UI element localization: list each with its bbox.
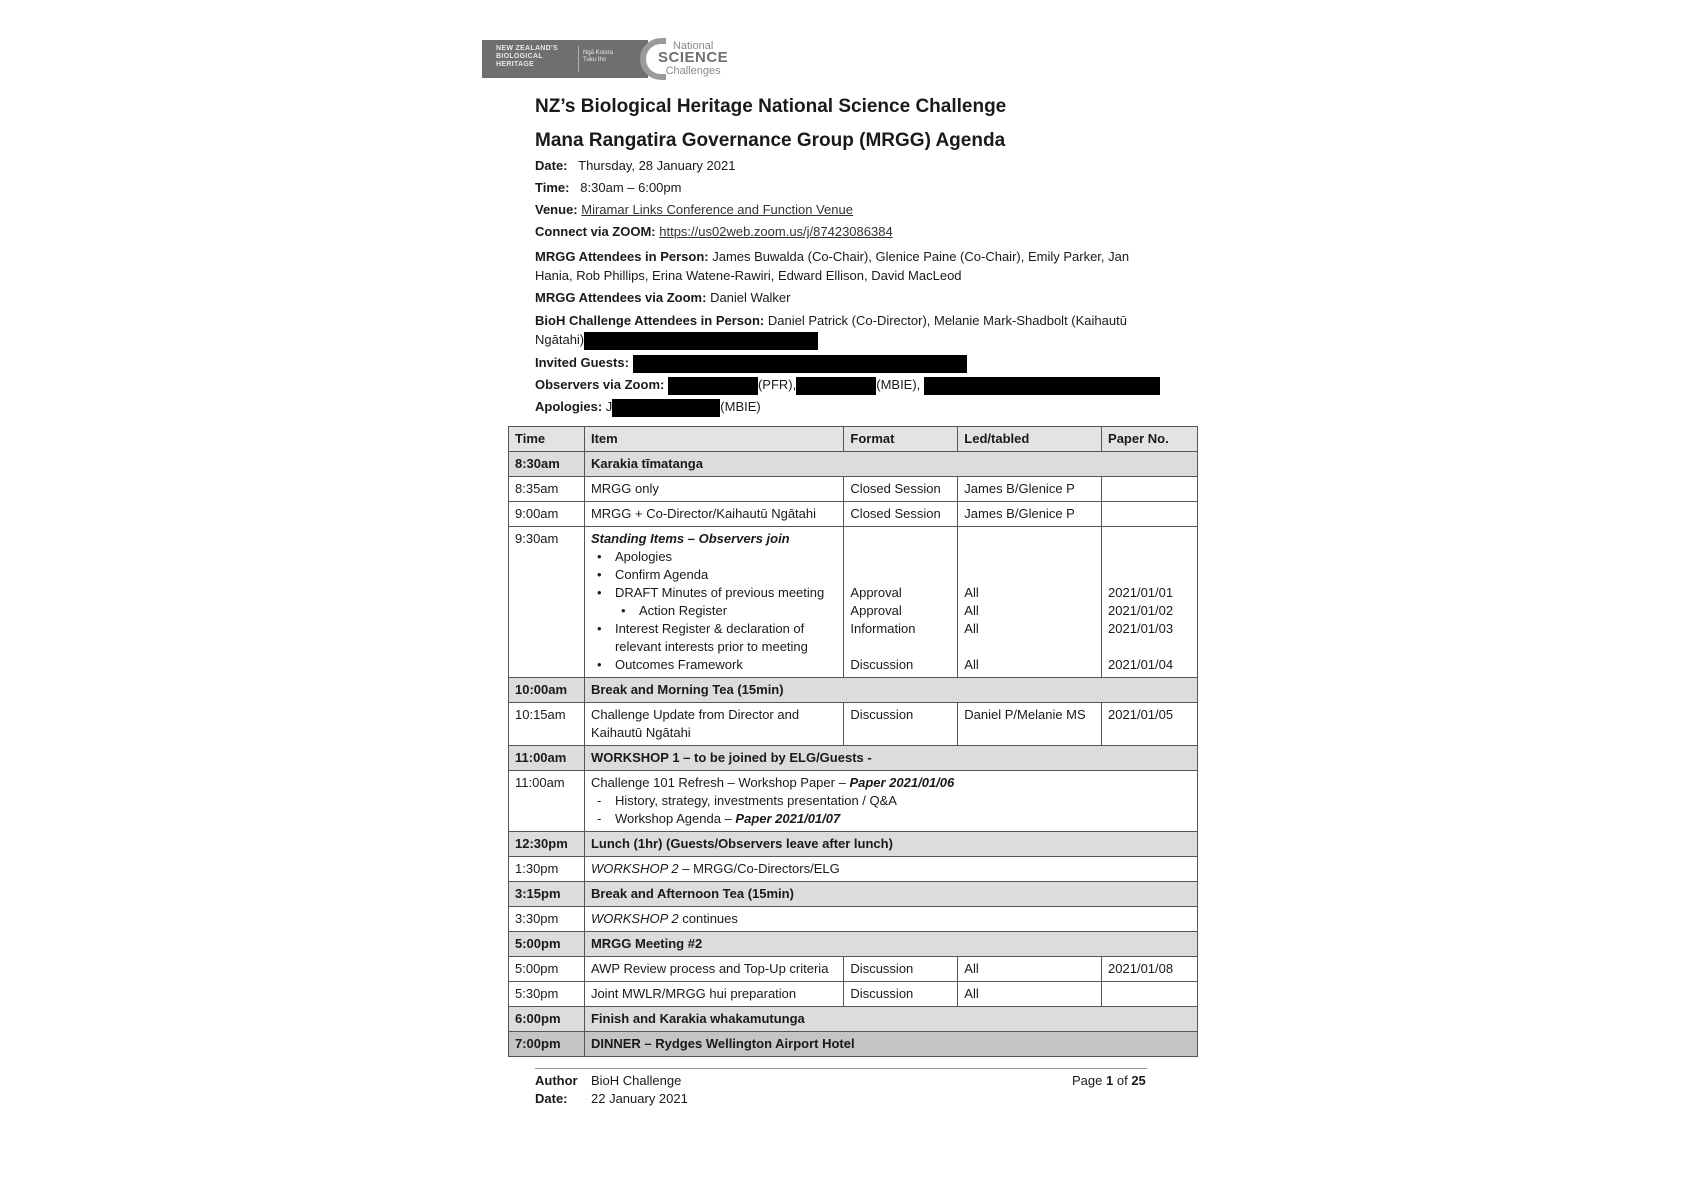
meta-date: Date: Thursday, 28 January 2021 [535,158,736,173]
item-cell: AWP Review process and Top-Up criteria [584,957,843,982]
redaction-block [796,377,876,395]
paper-cell: 2021/01/05 [1102,703,1198,746]
led-cell: James B/Glenice P [958,502,1102,527]
led-cell: All [958,957,1102,982]
time-cell: 3:15pm [509,882,585,907]
list-item: • Action Register [591,602,837,620]
column-header-item: Item [584,427,843,452]
time-cell: 5:00pm [509,932,585,957]
column-header-format: Format [844,427,958,452]
table-header-row [509,427,1198,452]
time-cell: 8:30am [509,452,585,477]
bioh-logo [482,40,729,78]
paper-cell [1102,982,1198,1007]
table-row [509,477,1198,502]
item-cell: Finish and Karakia whakamutunga [584,1007,1197,1032]
item-cell: Lunch (1hr) (Guests/Observers leave after lunch) [584,832,1197,857]
nsc-logo-text: National SCIENCE Challenges [658,40,729,77]
standing-items-heading: Standing Items – Observers join [590,531,790,546]
table-row [509,982,1198,1007]
time-cell: 5:30pm [509,982,585,1007]
table-row [509,678,1198,703]
list-item: • Outcomes Framework [591,656,837,674]
time-cell: 11:00am [509,771,585,832]
led-cell: Daniel P/Melanie MS [958,703,1102,746]
item-cell: Challenge Update from Director and Kaihautū Ngātahi [584,703,843,746]
venue-link[interactable]: Miramar Links Conference and Function Venue [581,202,853,217]
format-cell: Closed Session [844,477,958,502]
time-cell: 10:00am [509,678,585,703]
list-item: • Confirm Agenda [591,566,837,584]
item-cell: WORKSHOP 2 continues [584,907,1197,932]
meta-invited-guests: Invited Guests: [535,353,1135,373]
redaction-block [612,399,720,417]
agenda-table [508,426,1198,1057]
item-cell: Karakia tīmatanga [584,452,1197,477]
table-row [509,907,1198,932]
table-row-workshop-1 [509,771,1198,832]
meta-time: Time: 8:30am – 6:00pm [535,180,682,195]
logo-divider [578,46,579,72]
paper-cell: 2021/01/08 [1102,957,1198,982]
list-item: • Interest Register & declaration of relevant interests prior to meeting [591,620,837,656]
meta-bioh-attendees: BioH Challenge Attendees in Person: Daniel Patrick (Co-Director), Melanie Mark-Shadbolt (Kaihautū Ngātahi) [535,311,1135,350]
meta-attendees-in-person: MRGG Attendees in Person: James Buwalda (Co-Chair), Glenice Paine (Co-Chair), Emily Parker, Jan Hania, Rob Phillips, Erina Watene-Rawiri, Edward Ellison, David MacLeod [535,249,1130,283]
led-cell: All [958,982,1102,1007]
time-cell: 6:00pm [509,1007,585,1032]
time-cell: 9:00am [509,502,585,527]
table-row [509,1032,1198,1057]
logo-maori-text: Ngā Koiora Tuku Iho [583,50,614,63]
logo-text: NEW ZEALAND'S BIOLOGICAL HERITAGE [496,45,558,68]
time-cell: 11:00am [509,746,585,771]
item-cell: WORKSHOP 1 – to be joined by ELG/Guests - [584,746,1197,771]
footer-info: Author BioH Challenge Date: 22 January 2021 [535,1073,688,1106]
item-cell: MRGG Meeting #2 [584,932,1197,957]
table-row [509,882,1198,907]
led-cell: All All All All [958,527,1102,678]
item-cell: Challenge 101 Refresh – Workshop Paper – Paper 2021/01/06 - History, strategy, investments presentation / Q&A - Workshop Agenda – Paper 2021/01/07 [584,771,1197,832]
time-cell: 3:30pm [509,907,585,932]
list-item: • DRAFT Minutes of previous meeting [591,584,837,602]
time-cell: 10:15am [509,703,585,746]
column-header-led: Led/tabled [958,427,1102,452]
table-row [509,452,1198,477]
column-header-paper: Paper No. [1102,427,1198,452]
paper-cell [1102,477,1198,502]
redaction-block [633,355,967,373]
item-cell: WORKSHOP 2 – MRGG/Co-Directors/ELG [584,857,1197,882]
time-cell: 1:30pm [509,857,585,882]
document-title: NZ’s Biological Heritage National Science Challenge [535,96,1007,117]
format-cell: Discussion [844,957,958,982]
standing-items-list [591,548,837,674]
table-row-standing-items [509,527,1198,678]
table-row [509,857,1198,882]
list-item: • Apologies [591,548,837,566]
table-row [509,746,1198,771]
format-cell: Approval Approval Information Discussion [844,527,958,678]
redaction-block [584,332,818,350]
item-cell: Joint MWLR/MRGG hui preparation [584,982,843,1007]
footer-divider [535,1068,1147,1069]
table-row [509,502,1198,527]
meta-attendees-zoom: MRGG Attendees via Zoom: Daniel Walker [535,290,791,305]
item-cell: Break and Afternoon Tea (15min) [584,882,1197,907]
page-number: Page 1 of 25 [1072,1073,1146,1088]
time-cell: 7:00pm [509,1032,585,1057]
time-cell: 9:30am [509,527,585,678]
table-row [509,957,1198,982]
list-item: - Workshop Agenda – Paper 2021/01/07 [591,810,1191,828]
paper-cell: 2021/01/01 2021/01/02 2021/01/03 2021/01/04 [1102,527,1198,678]
item-cell: MRGG only [584,477,843,502]
column-header-time: Time [509,427,585,452]
redaction-block [668,377,758,395]
time-cell: 12:30pm [509,832,585,857]
format-cell: Discussion [844,703,958,746]
meta-observers: Observers via Zoom: (PFR), (MBIE), [535,375,1175,395]
paper-cell [1102,502,1198,527]
table-row [509,932,1198,957]
redaction-block [924,377,1160,395]
item-cell: Break and Morning Tea (15min) [584,678,1197,703]
item-cell: MRGG + Co-Director/Kaihautū Ngātahi [584,502,843,527]
format-cell: Closed Session [844,502,958,527]
format-cell: Discussion [844,982,958,1007]
time-cell: 5:00pm [509,957,585,982]
meta-zoom: Connect via ZOOM: https://us02web.zoom.us/j/87423086384 [535,224,893,239]
led-cell: James B/Glenice P [958,477,1102,502]
document-subtitle: Mana Rangatira Governance Group (MRGG) Agenda [535,130,1006,151]
time-cell: 8:35am [509,477,585,502]
zoom-link[interactable]: https://us02web.zoom.us/j/87423086384 [659,224,893,239]
table-row [509,703,1198,746]
table-row [509,832,1198,857]
list-item: - History, strategy, investments presentation / Q&A [591,792,1191,810]
item-cell: DINNER – Rydges Wellington Airport Hotel [584,1032,1197,1057]
table-row [509,1007,1198,1032]
meta-venue: Venue: Miramar Links Conference and Function Venue [535,202,853,217]
item-cell [584,527,843,678]
meta-apologies: Apologies: J (MBIE) [535,397,1135,417]
